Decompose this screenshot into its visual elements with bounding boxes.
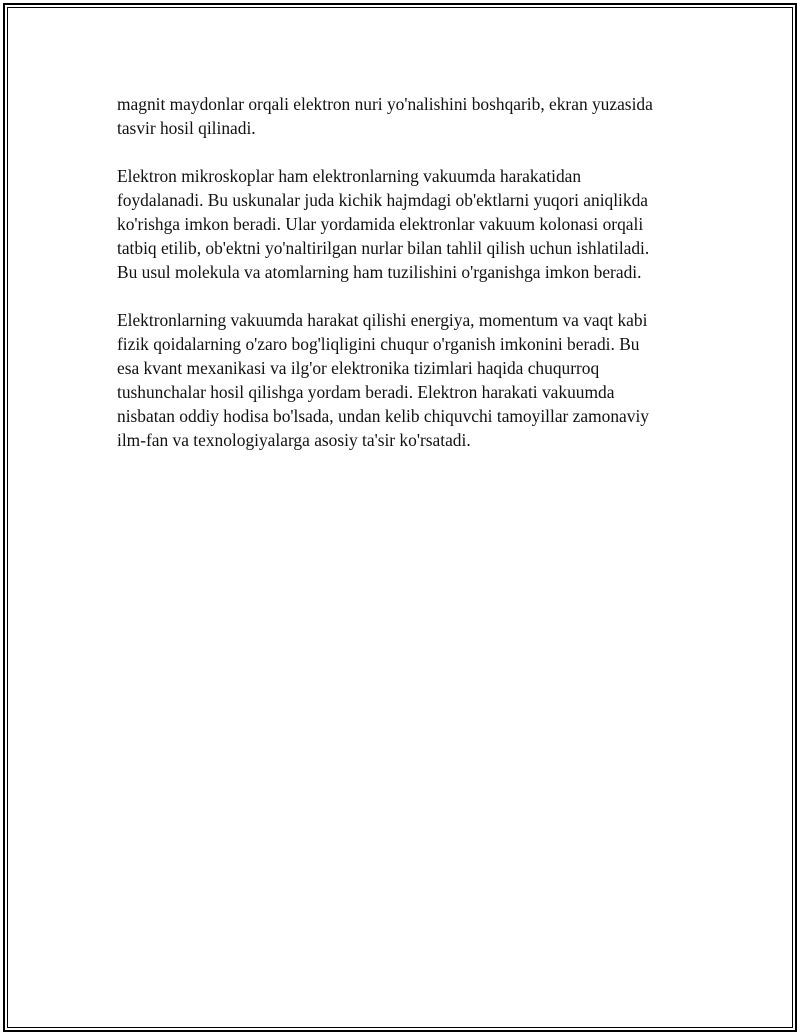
paragraph-crt-display: magnit maydonlar orqali elektron nuri yo'nalishini boshqarib, ekran yuzasida tasvir hosil qilinadi. (117, 94, 653, 138)
paragraph-electron-microscopes: Elektron mikroskoplar ham elektronlarning vakuumda harakatidan foydalanadi. Bu uskunalar juda kichik hajmdagi ob'ektlarni yuqori aniqlikda ko'rishga imkon beradi. Ular yordamida elektronlar vakuum kolonasi orqali tatbiq etilib, ob'ektni yo'naltirilgan nurlar bilan tahlil qilish uchun ishlatiladi. Bu usul molekula va atomlarning ham tuzilishini o'rganishga imkon beradi. (117, 166, 650, 282)
paragraph-physics-principles: Elektronlarning vakuumda harakat qilishi energiya, momentum va vaqt kabi fizik qoidalarning o'zaro bog'liqligini chuqur o'rganish imkonini beradi. Bu esa kvant mexanikasi va ilg'or elektronika tizimlari haqida chuqurroq tushunchalar hosil qilishga yordam beradi. Elektron harakati vakuumda nisbatan oddiy hodisa bo'lsada, undan kelib chiquvchi tamoyillar zamonaviy ilm-fan va texnologiyalarga asosiy ta'sir ko'rsatadi. (117, 310, 649, 450)
document-body (117, 92, 692, 476)
